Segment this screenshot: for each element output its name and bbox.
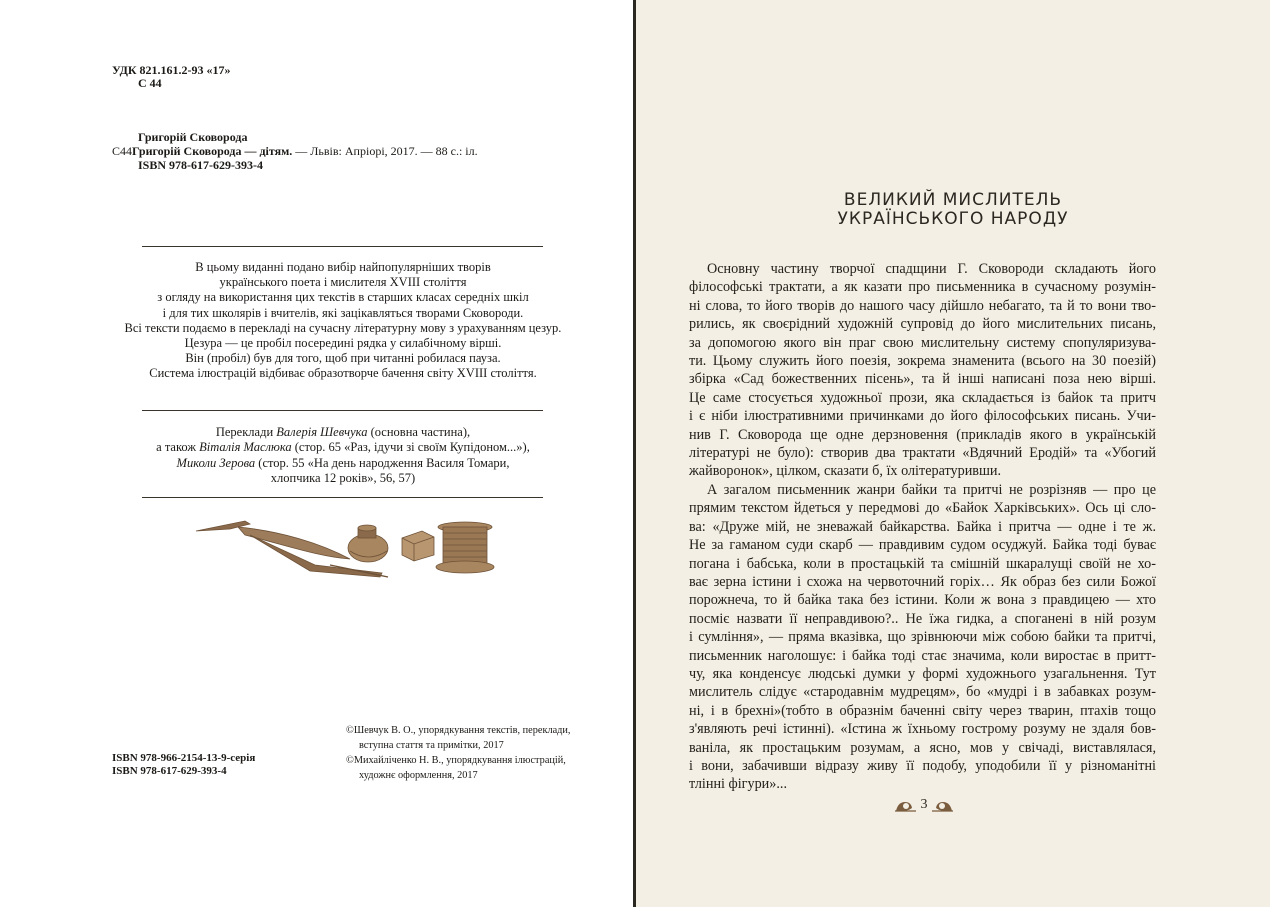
translators-line: Миколи Зерова (стор. 55 «На день народження Василя Томари,	[176, 455, 510, 470]
copyright-line: ©Михайліченко Н. В., упорядкування ілюстрацій,	[346, 755, 566, 766]
isbn-book: ISBN 978-617-629-393-4	[112, 765, 227, 777]
annotation-line: з огляду на використання цих текстів в старших класах середніх шкіл	[157, 290, 529, 305]
annotation-line: Він (пробіл) був для того, щоб при читанні робилася пауза.	[185, 351, 501, 366]
translators-line: хлопчика 12 років», 56, 57)	[270, 471, 416, 486]
isbn-series: ISBN 978-966-2154-13-9-серія	[112, 752, 256, 764]
text-line: Не за гаманом суди скарб — правдивим судом осуджуй. Байка тоді буває	[689, 537, 1156, 554]
annotation-line: Система ілюстрацій відбиває образотворче бачення світу XVIII століття.	[149, 366, 537, 381]
translators-credit	[120, 425, 566, 487]
copyright-line: вступна стаття та примітки, 2017	[359, 740, 504, 751]
copyright-line: художнє оформлення, 2017	[359, 770, 478, 781]
bbk-code: С 44	[138, 76, 162, 90]
text-line: ні, і в брехні»(тобто в образнім баченні світу через тварин, птахів тощо	[689, 702, 1156, 719]
chapter-title-line-2: УКРАЇНСЬКОГО НАРОДУ	[837, 209, 1069, 229]
text-line: мислитель слідує «стародавнім мудрецям», бо «мудрі і в забавках розум-	[689, 684, 1156, 701]
text-line: нив Г. Сковорода ще одне дерзновення (прикладів якого в українській	[689, 426, 1156, 443]
isbn-main: ISBN 978-617-629-393-4	[138, 158, 263, 172]
body-text	[689, 260, 1156, 794]
translators-line: Переклади Валерія Шевчука (основна частина),	[215, 425, 471, 439]
annotation	[100, 260, 586, 382]
annotation-line: В цьому виданні подано вибір найпопулярніших творів	[195, 260, 491, 274]
text-line: за допомогою якого він праг свою мислительну систему спопуляризува-	[689, 334, 1156, 351]
text-line: ти. Цьому служить його поезія, зокрема знаменита (всього на 30 поезій)	[689, 353, 1156, 370]
text-line: А загалом письменник жанри байки та притчі не розрізняв — про це	[707, 481, 1156, 498]
translator-name: Миколи Зерова	[176, 455, 256, 470]
text-line: з'являють речі істинні). «Істина ж їхньому гострому розуму не здаля бов-	[689, 721, 1156, 738]
book-title: Григорій Сковорода — дітям.	[132, 144, 293, 158]
text-line: рились, як своєрідний художній супровід до його мислительних писань,	[689, 316, 1156, 333]
annotation-line: Цезура — це пробіл посередині рядка у силабічному вірші.	[184, 336, 502, 351]
text-line: порожнеча, то й байка така без істини. Коли ж вона з правдицею — хто	[689, 592, 1156, 609]
text-line: жайворонок», цілком, сказати б, їх олітературивши.	[689, 463, 1002, 480]
divider-bottom	[142, 497, 543, 498]
annotation-line: українського поета і мислителя XVIII століття	[219, 275, 467, 290]
text-line: збірка «Сад божественних пісень», та й інші написані поза нею вірші.	[689, 371, 1156, 388]
translator-name: Валерія Шевчука	[276, 425, 368, 439]
text-line: погана і бабська, коли в простацькій та смішній шкаралущі своїй не хо-	[689, 555, 1156, 572]
copyright-block	[346, 723, 571, 783]
text-line: ва: «Друже мій, не зневажай байкарства. Байка і притча — одне і те ж.	[689, 518, 1156, 535]
text-line: і сумління», — пряма вказівка, що зрівнюючи між собою байки та притчі,	[689, 629, 1156, 646]
chapter-title-line-1: ВЕЛИКИЙ МИСЛИТЕЛЬ	[843, 190, 1063, 210]
annotation-line: Всі тексти подаємо в перекладі на сучасну літературну мову з урахуванням цезур.	[124, 320, 562, 335]
text-line: посміє назвати її неправдивою?.. Не їжа гидка, а споганені в ній розум	[689, 610, 1156, 627]
paragraph-2	[689, 481, 1156, 794]
text-line: прямим текстом йдеться у передмові до «Байок Харківських». Ось ці сло-	[689, 500, 1156, 517]
text-line: ває зерна істини і схожа на червоточний горіх… Як образ без сили Божої	[689, 573, 1156, 590]
text-line: ваніла, як простацьким розумам, а ясно, мов у свічаді, виставлялася,	[689, 739, 1156, 756]
annotation-line: і для тих школярів і вчителів, які зацікавляться творами Сковороди.	[162, 305, 524, 320]
author-heading: Григорій Сковорода	[138, 130, 248, 144]
text-line: ні слова, то його творів до нашого часу дійшло небагато, та й то вони тво-	[689, 297, 1156, 314]
divider-top	[142, 246, 543, 247]
translators-line: а також Віталія Маслюка (стор. 65 «Раз, ідучи зі своїм Купідоном...»),	[156, 440, 530, 455]
catalog-index: С44	[112, 144, 133, 158]
udk-code: УДК 821.161.2-93 «17»	[112, 63, 231, 77]
text-line: Це саме стосується художньої прози, яка складається із байок та притч	[689, 389, 1156, 406]
isbn-block	[112, 752, 255, 778]
text-line: чу, яка конденсує людські думки у формі художнього узагальнення. Тут	[689, 665, 1156, 682]
text-line: Основну частину творчої спадщини Г. Сковороди складають його	[707, 261, 1156, 277]
right-page	[636, 0, 1270, 907]
divider-middle	[142, 410, 543, 411]
quill-inkwell-illustration	[190, 513, 500, 580]
text-line: і вони, забачивши відразу живу її подобу, уподобили її у різноманітні	[689, 757, 1156, 774]
text-line: філософські трактати, а як казати про письменника в сучасному розумін-	[689, 279, 1156, 296]
catalog-entry	[112, 145, 478, 158]
page-number: 3	[920, 797, 928, 812]
translator-name: Віталія Маслюка	[199, 440, 292, 455]
text-line: тлінні фігури»...	[689, 776, 788, 793]
text-line: і є ніби ілюстративними причинками до його філософських писань. Учи-	[689, 408, 1156, 425]
text-line: літературі не було): створив два трактати «Вдячний Еродій» та «Убогий	[689, 445, 1156, 462]
page-number-ornament	[894, 796, 954, 816]
text-line: письменник наголошує: і байка тоді стає значима, коли виростає в притт-	[689, 647, 1156, 664]
copyright-line: ©Шевчук В. О., упорядкування текстів, переклади,	[346, 725, 571, 736]
left-page	[0, 0, 633, 907]
paragraph-1	[689, 260, 1156, 481]
imprint: — Львів: Апріорі, 2017. — 88 с.: іл.	[292, 144, 478, 158]
